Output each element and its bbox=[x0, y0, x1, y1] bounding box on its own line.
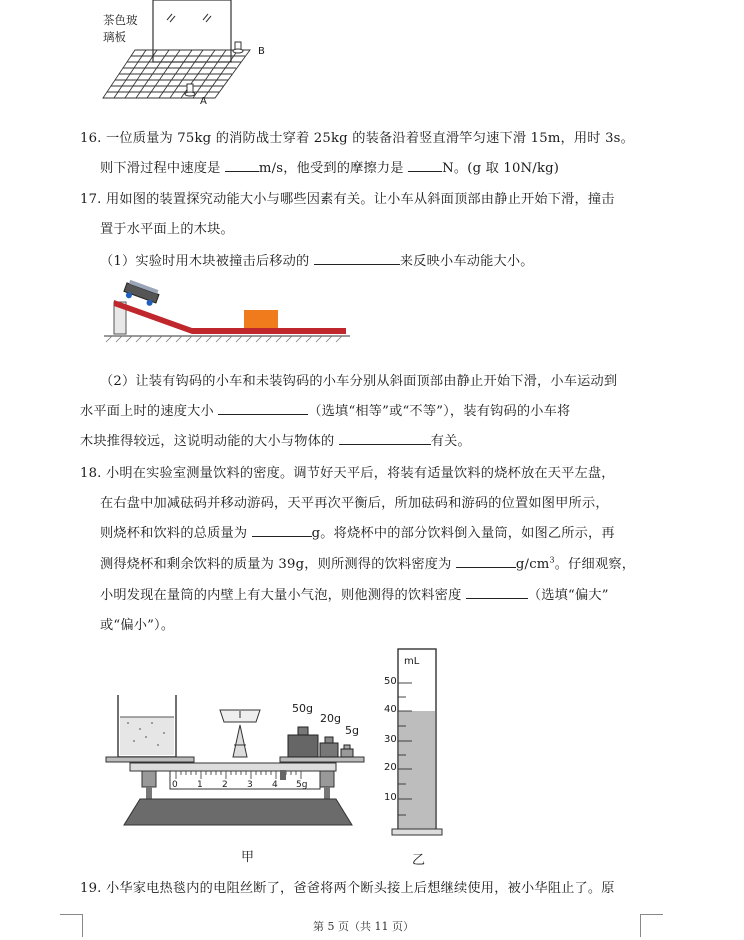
q17-p1-text-a: （1）实验时用木块被撞击后移动的 bbox=[100, 254, 314, 269]
q17-blank-distance[interactable] bbox=[314, 251, 400, 265]
q18-line2: 在右盘中加减砝码并移动游码，天平再次平衡后，所加砝码和游码的位置如图甲所示， bbox=[100, 496, 609, 511]
q17-p1-text-b: 来反映小车动能大小。 bbox=[399, 254, 534, 269]
q18-blank-bias[interactable] bbox=[466, 585, 528, 599]
scale-tick-2: 2 bbox=[222, 780, 228, 790]
q18-line4 bbox=[100, 553, 635, 572]
scale-tick-1: 1 bbox=[197, 780, 203, 790]
corner-mark-right bbox=[640, 914, 663, 937]
q16-text-b: m/s，他受到的摩擦力是 bbox=[258, 161, 409, 176]
q18-line5 bbox=[100, 584, 609, 603]
q16-line1: 16. 一位质量为 75kg 的消防战士穿着 25kg 的装备沿着竖直滑竿匀速下滑 15m，用时 3s。 bbox=[80, 131, 635, 146]
q18-text-d: g/cm bbox=[515, 557, 550, 572]
fig-ramp bbox=[100, 280, 360, 352]
cyl-tick-50: 50 bbox=[384, 676, 397, 687]
point-label-a: A bbox=[200, 96, 207, 107]
q17-blank-speed[interactable] bbox=[218, 401, 308, 415]
q18-sup: 3 bbox=[549, 555, 555, 565]
q18-text-g: （选填“偏大” bbox=[527, 588, 609, 603]
scale-tick-3: 3 bbox=[247, 780, 253, 790]
cyl-tick-20: 20 bbox=[384, 762, 397, 773]
caption-jia: 甲 bbox=[241, 850, 255, 865]
point-label-b: B bbox=[258, 46, 265, 57]
glass-label-line2: 璃板 bbox=[103, 30, 126, 44]
q19-line1: 19. 小华家电热毯内的电阻丝断了，爸爸将两个断头接上后想继续使用，被小华阻止了。原 bbox=[80, 881, 615, 896]
q17-part2-line3 bbox=[80, 430, 471, 449]
q17-p2-text-d: 有关。 bbox=[430, 434, 471, 449]
cyl-tick-10: 10 bbox=[384, 792, 397, 803]
q16-text-a: 则下滑过程中速度是 bbox=[100, 161, 225, 176]
page-number: 第 5 页（共 11 页） bbox=[313, 920, 414, 933]
q18-text-b: g。将烧杯中的部分饮料倒入量筒，如图乙所示，再 bbox=[311, 526, 615, 541]
scale-tick-0: 0 bbox=[172, 780, 178, 790]
q17-p2-text-a: 水平面上时的速度大小 bbox=[80, 404, 219, 419]
scale-tick-4: 4 bbox=[272, 780, 278, 790]
corner-mark-left bbox=[60, 914, 83, 937]
caption-yi: 乙 bbox=[412, 853, 426, 868]
q18-line3 bbox=[100, 522, 615, 541]
q17-part2-line2 bbox=[80, 400, 570, 419]
q17-part2-line1: （2）让装有钩码的小车和未装钩码的小车分别从斜面顶部由静止开始下滑，小车运动到 bbox=[100, 374, 618, 389]
q18-blank-mass[interactable] bbox=[252, 523, 312, 537]
wood-block bbox=[244, 310, 278, 328]
q18-text-f: 小明发现在量筒的内壁上有大量小气泡，则他测得的饮料密度 bbox=[100, 588, 466, 603]
q18-line6: 或“偏小”）。 bbox=[100, 618, 175, 633]
q16-text-c: N。(g 取 10N/kg) bbox=[442, 161, 560, 176]
q17-blank-factor[interactable] bbox=[339, 431, 431, 445]
q18-blank-density[interactable] bbox=[456, 554, 516, 568]
q18-line1: 18. 小明在实验室测量饮料的密度。调节好天平后，将装有适量饮料的烧杯放在天平左盘， bbox=[80, 466, 615, 481]
q17-line2: 置于水平面上的木块。 bbox=[100, 222, 234, 237]
q16-blank-friction[interactable] bbox=[408, 158, 442, 172]
balance-diagram bbox=[100, 645, 375, 835]
q16-blank-speed[interactable] bbox=[225, 158, 259, 172]
cyl-unit: mL bbox=[404, 656, 420, 667]
q17-line1: 17. 用如图的装置探究动能大小与哪些因素有关。让小车从斜面顶部由静止开始下滑，撞击 bbox=[80, 192, 615, 207]
q17-p2-text-b: （选填“相等”或“不等”），装有钩码的小车将 bbox=[308, 404, 571, 419]
q18-text-a: 则烧杯和饮料的总质量为 bbox=[100, 526, 252, 541]
fig-balance bbox=[100, 645, 375, 835]
cyl-tick-30: 30 bbox=[384, 734, 397, 745]
scale-tick-5g: 5g bbox=[296, 780, 308, 790]
q18-text-e: 。仔细观察， bbox=[554, 557, 636, 572]
glass-label-line1: 茶色玻 bbox=[103, 13, 138, 27]
q17-part1 bbox=[100, 250, 534, 269]
q16-line2 bbox=[100, 157, 559, 176]
ramp-diagram bbox=[100, 280, 360, 352]
fig-cylinder bbox=[380, 645, 450, 845]
weight-label-5g: 5g bbox=[345, 724, 359, 737]
cart bbox=[122, 280, 160, 308]
q18-text-c: 测得烧杯和剩余饮料的质量为 39g，则所测得的饮料密度为 bbox=[100, 557, 456, 572]
cylinder-diagram bbox=[380, 645, 450, 845]
cyl-tick-40: 40 bbox=[384, 704, 397, 715]
q17-p2-text-c: 木块推得较远，这说明动能的大小与物体的 bbox=[80, 434, 339, 449]
rider bbox=[280, 770, 286, 780]
weight-label-50g: 50g bbox=[292, 702, 313, 715]
cylinder-liquid bbox=[399, 711, 435, 829]
weight-label-20g: 20g bbox=[320, 712, 341, 725]
